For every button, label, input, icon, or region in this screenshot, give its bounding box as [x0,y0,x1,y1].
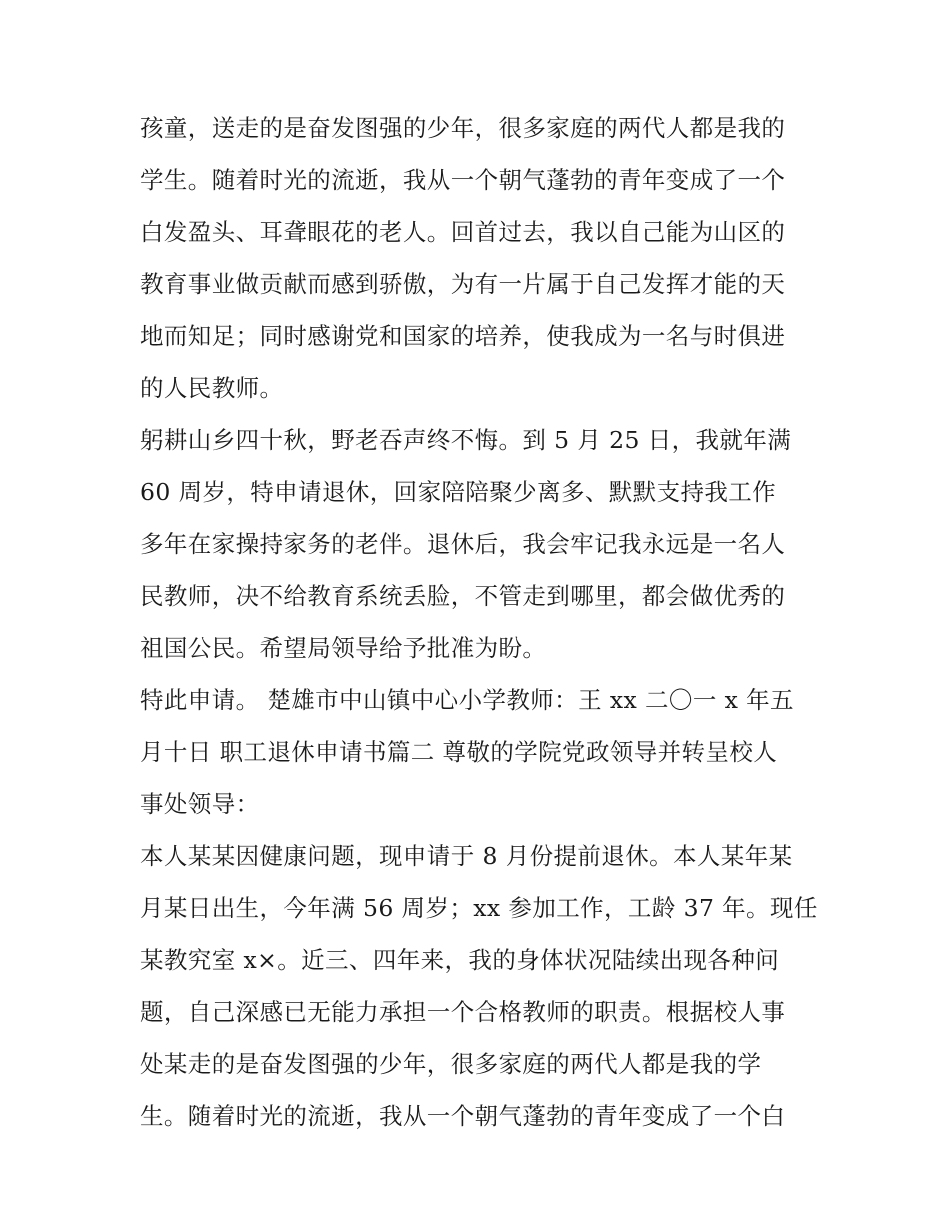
text-line-11: 祖国公民。希望局领导给予批准为盼。 [140,634,547,662]
text-line-19: 处某走的是奋发图强的少年，很多家庭的两代人都是我的学 [140,1050,762,1078]
text-line-5: 地而知足；同时感谢党和国家的培养，使我成为一名与时俱进 [140,322,786,350]
text-line-16: 月某日出生，今年满 56 周岁；xx 参加工作，工龄 37 年。现任 [140,894,818,922]
text-line-7: 躬耕山乡四十秋，野老吞声终不悔。到 5 月 25 日，我就年满 [140,426,792,454]
text-line-2: 学生。随着时光的流逝，我从一个朝气蓬勃的青年变成了一个 [140,166,786,194]
text-line-14: 事处领导： [140,790,260,818]
text-line-20: 生。随着时光的流逝，我从一个朝气蓬勃的青年变成了一个白 [140,1102,786,1130]
text-line-18: 题，自己深感已无能力承担一个合格教师的职责。根据校人事 [140,998,786,1026]
text-line-10: 民教师，决不给教育系统丢脸，不管走到哪里，都会做优秀的 [140,582,786,610]
text-line-13: 月十日 职工退休申请书篇二 尊敬的学院党政领导并转呈校人 [140,738,778,766]
text-line-8: 60 周岁，特申请退休，回家陪陪聚少离多、默默支持我工作 [140,478,777,506]
text-line-4: 教育事业做贡献而感到骄傲，为有一片属于自己发挥才能的天 [140,270,786,298]
text-line-15: 本人某某因健康问题，现申请于 8 月份提前退休。本人某年某 [140,842,793,870]
text-line-9: 多年在家操持家务的老伴。退休后，我会牢记我永远是一名人 [140,530,786,558]
text-line-1: 孩童，送走的是奋发图强的少年，很多家庭的两代人都是我的 [140,114,786,142]
text-line-17: 某教究室 x×。近三、四年来，我的身体状况陆续出现各种问 [140,946,780,974]
text-line-3: 白发盈头、耳聋眼花的老人。回首过去，我以自己能为山区的 [140,218,786,246]
text-line-12: 特此申请。 楚雄市中山镇中心小学教师：王 xx 二〇一 x 年五 [140,686,794,714]
body-text [140,102,820,1142]
text-line-6: 的人民教师。 [140,374,284,402]
